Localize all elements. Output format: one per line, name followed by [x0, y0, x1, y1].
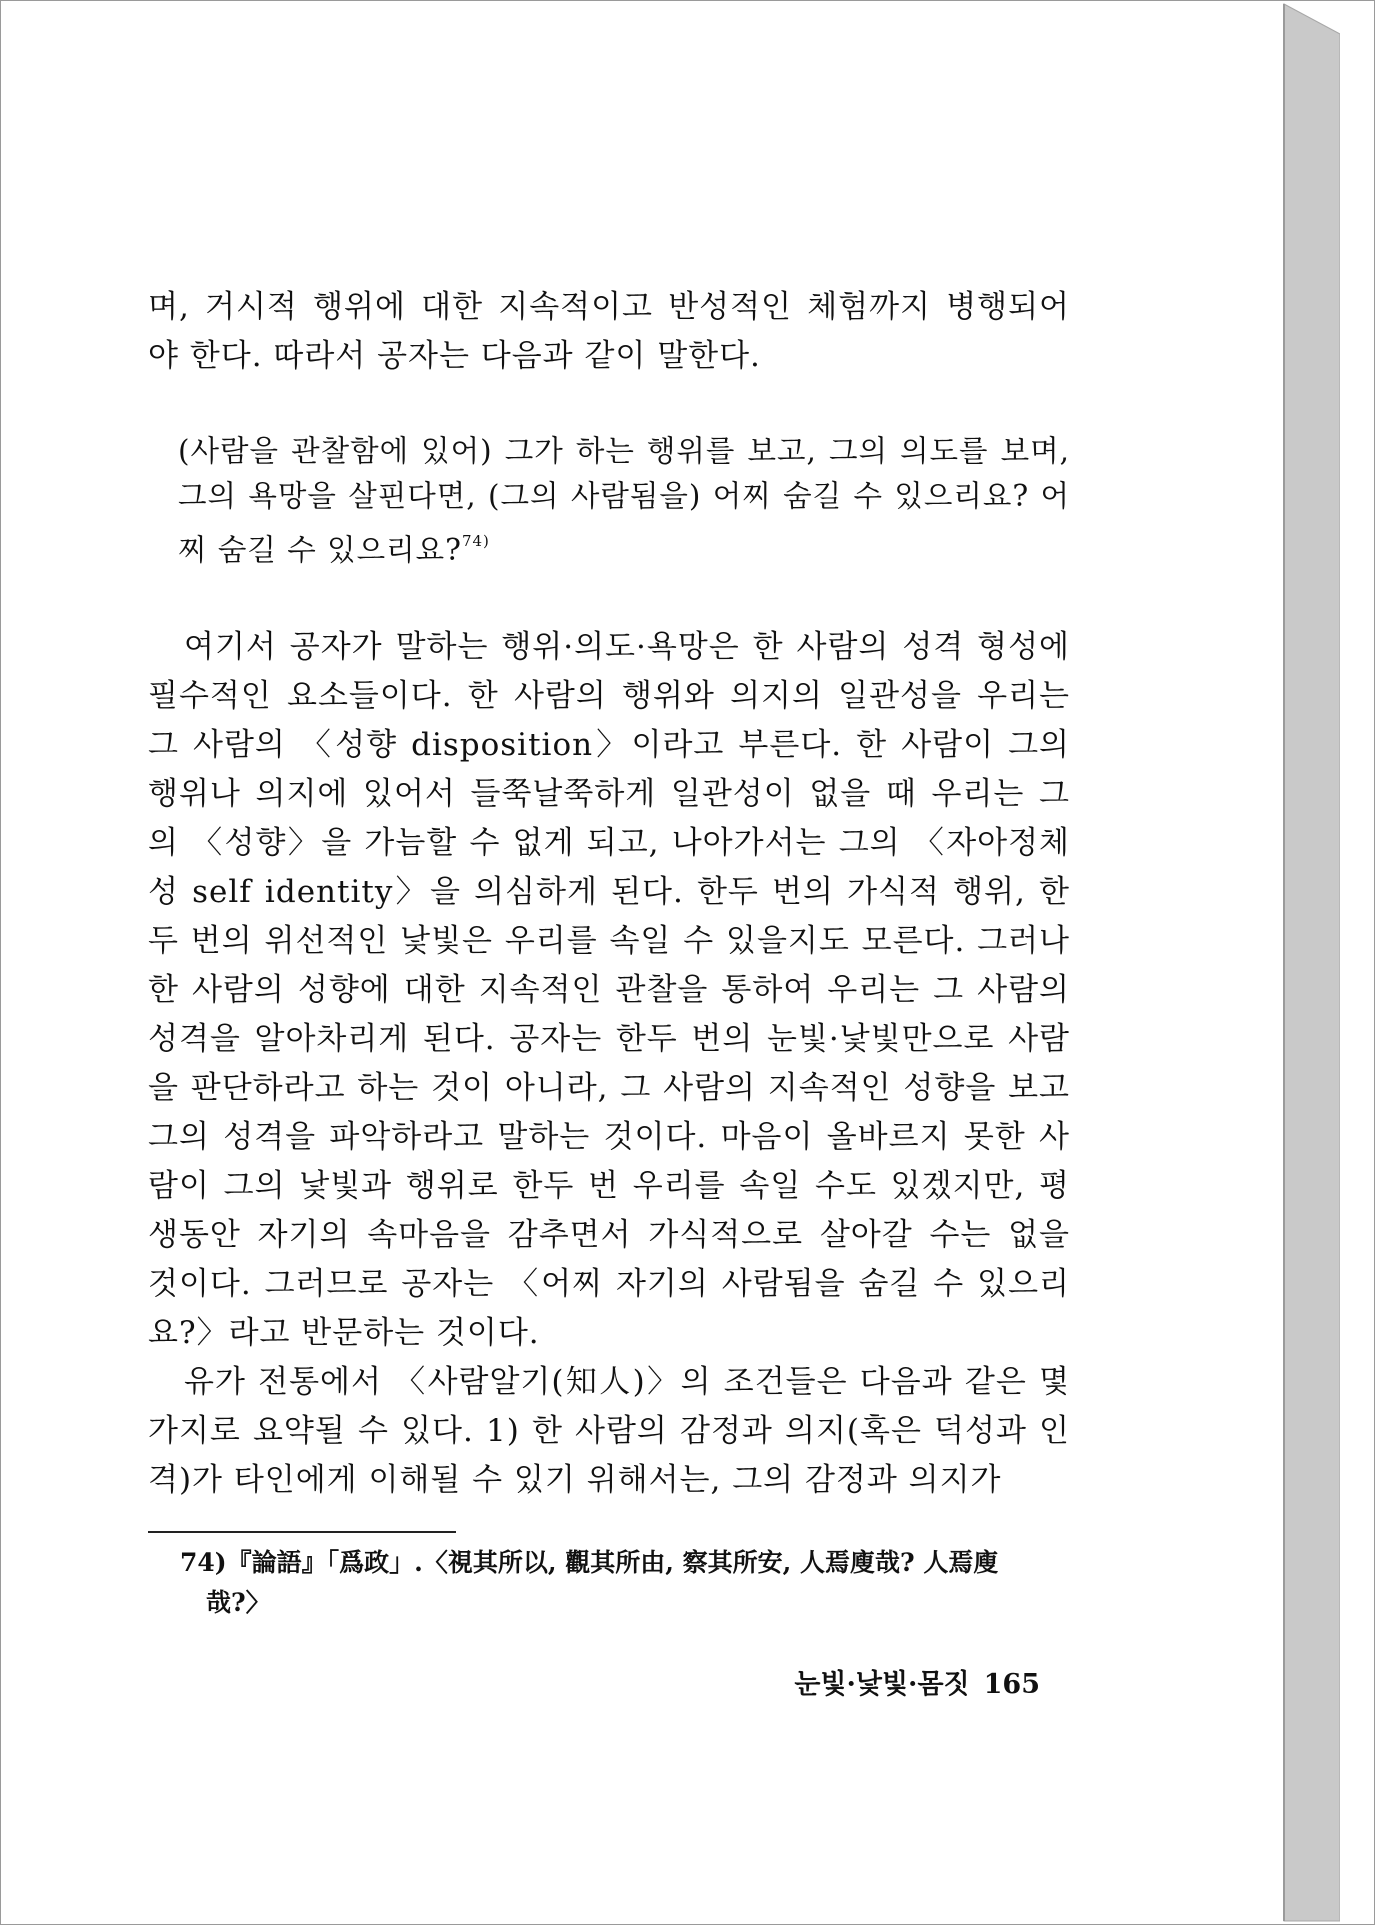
body-text: [148, 283, 1070, 1505]
footer-title: 눈빛·낯빛·몸짓: [794, 1669, 970, 1700]
footnote-line-2: 哉?〉: [206, 1588, 271, 1617]
running-footer: [700, 1662, 1040, 1701]
page-number: 165: [983, 1669, 1040, 1700]
book-spine-side: [1284, 4, 1340, 1921]
footnote-ref-74: 74): [461, 532, 490, 550]
paragraph-3: 유가 전통에서 〈사람알기(知人)〉의 조건들은 다음과 같은 몇 가지로 요약될 수 있다. 1) 한 사람의 감정과 의지(혹은 덕성과 인격)가 타인에게 이해될 수 있기 위해서는, 그의 감정과 의지가: [148, 1364, 1070, 1498]
block-quote: [178, 429, 1070, 573]
quote-text: (사람을 관찰함에 있어) 그가 하는 행위를 보고, 그의 의도를 보며, 그의 욕망을 살핀다면, (그의 사람됨을) 어찌 숨길 수 있으리요? 어찌 숨길 수 있으리요?: [178, 434, 1070, 567]
footnote-line-1: 74)『論語』「爲政」.〈視其所以, 觀其所由, 察其所安, 人焉廋哉? 人焉廋: [180, 1548, 999, 1577]
footnote-divider: [148, 1531, 456, 1533]
footnote-74: [180, 1543, 1070, 1623]
paragraph-2: 여기서 공자가 말하는 행위·의도·욕망은 한 사람의 성격 형성에 필수적인 요소들이다. 한 사람의 행위와 의지의 일관성을 우리는 그 사람의 〈성향 disposition〉이라고 부른다. 한 사람이 그의 행위나 의지에 있어서 들쭉날쭉하게 일관성이 없을 때 우리는 그의 〈성향〉을 가늠할 수 없게 되고, 나아가서는 그의 〈자아정체성 self identity〉을 의심하게 된다. 한두 번의 가식적 행위, 한두 번의 위선적인 낯빛은 우리를 속일 수 있을지도 모른다. 그러나 한 사람의 성향에 대한 지속적인 관찰을 통하여 우리는 그 사람의 성격을 알아차리게 된다. 공자는 한두 번의 눈빛·낯빛만으로 사람을 판단하라고 하는 것이 아니라, 그 사람의 지속적인 성향을 보고 그의 성격을 파악하라고 말하는 것이다. 마음이 올바르지 못한 사람이 그의 낯빛과 행위로 한두 번 우리를 속일 수도 있겠지만, 평생동안 자기의 속마음을 감추면서 가식적으로 살아갈 수는 없을 것이다. 그러므로 공자는 〈어찌 자기의 사람됨을 숨길 수 있으리요?〉라고 반문하는 것이다.: [148, 629, 1070, 1351]
paragraph-1: 며, 거시적 행위에 대한 지속적이고 반성적인 체험까지 병행되어야 한다. 따라서 공자는 다음과 같이 말한다.: [148, 289, 1070, 374]
